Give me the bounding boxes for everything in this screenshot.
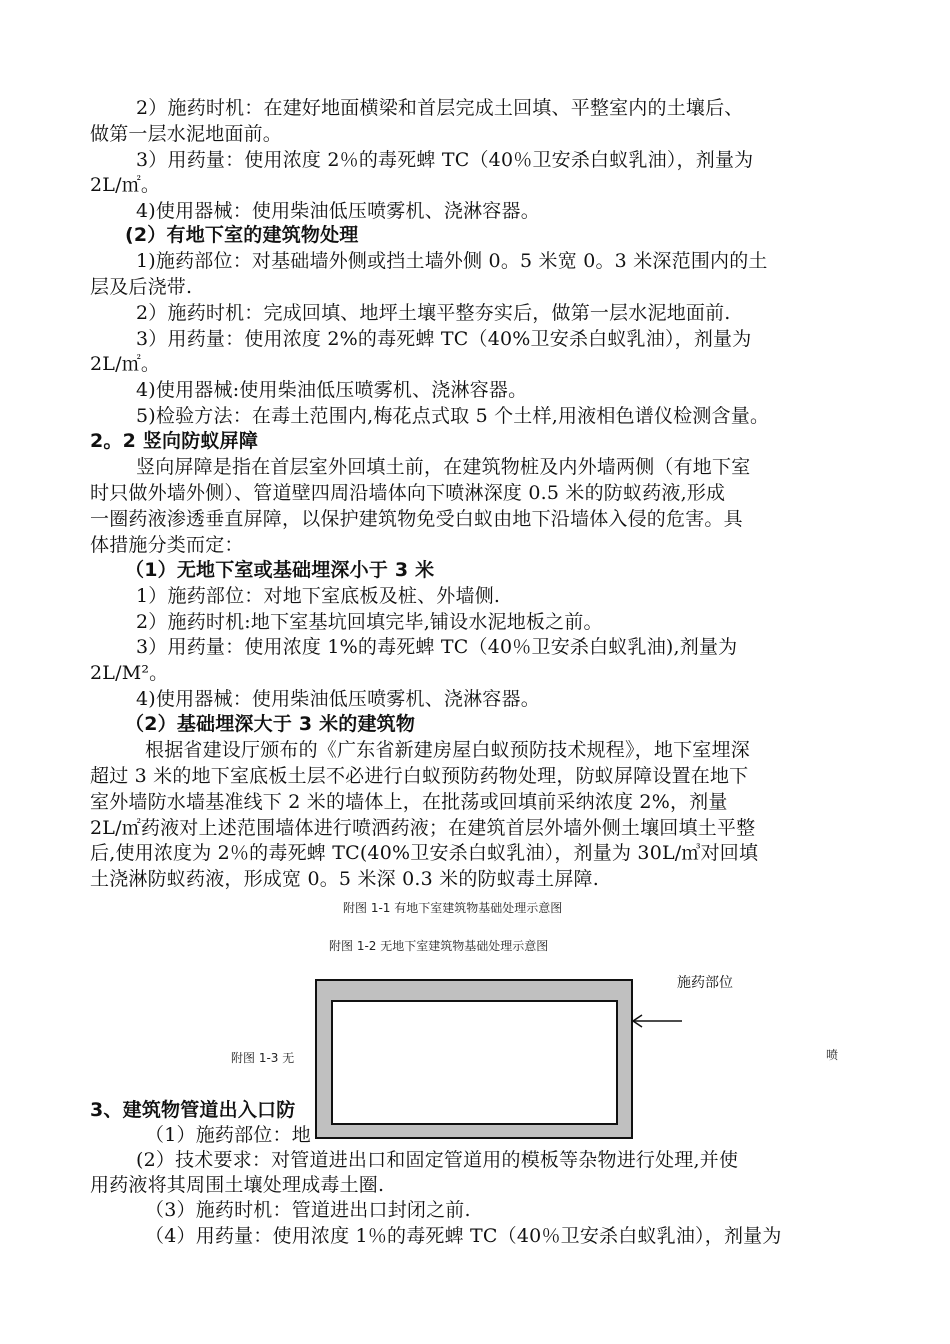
paragraph-line: 4)使用器械：使用柴油低压喷雾机、浇淋容器。	[136, 688, 540, 710]
diagram-side-text: 喷	[826, 1048, 839, 1062]
section-heading: 3、建筑物管道出入口防	[90, 1099, 296, 1121]
paragraph-line: 2）施药时机：在建好地面横梁和首层完成土回填、平整室内的土壤后、	[136, 97, 744, 119]
paragraph-line: 2L/㎡药液对上述范围墙体进行喷洒药液；在建筑首层外墙外侧土壤回填土平整	[90, 817, 756, 839]
paragraph-line: 超过 3 米的地下室底板土层不必进行白蚁预防药物处理，防蚁屏障设置在地下	[90, 765, 749, 787]
paragraph-line: 2）施药时机：完成回填、地坪土壤平整夯实后，做第一层水泥地面前.	[136, 302, 731, 324]
section-heading: (2）有地下室的建筑物处理	[125, 224, 359, 246]
paragraph-line: 一圈药液渗透垂直屏障，以保护建筑物免受白蚁由地下沿墙体入侵的危害。具	[90, 508, 743, 530]
paragraph-line: 层及后浇带.	[90, 276, 193, 298]
paragraph-line: 1）施药部位：对地下室底板及桩、外墙侧.	[136, 585, 501, 607]
paragraph-line: 2L/M²。	[90, 662, 169, 684]
paragraph-line: 用药液将其周围土壤处理成毒土圈.	[90, 1174, 385, 1196]
figure-caption: 附图 1-3 无	[231, 1051, 295, 1065]
section-heading: 2。2 竖向防蚁屏障	[90, 430, 259, 452]
paragraph-line: （1）施药部位：地	[145, 1124, 311, 1146]
paragraph-line: 4)使用器械：使用柴油低压喷雾机、浇淋容器。	[136, 200, 540, 222]
paragraph-line: 竖向屏障是指在首层室外回填土前，在建筑物桩及内外墙两侧（有地下室	[136, 456, 751, 478]
paragraph-line: 体措施分类而定：	[90, 534, 244, 556]
diagram-label: 施药部位	[677, 975, 733, 991]
paragraph-line: 做第一层水泥地面前。	[90, 123, 283, 145]
paragraph-line: 根据省建设厅颁布的《广东省新建房屋白蚁预防技术规程》，地下室埋深	[145, 739, 750, 761]
paragraph-line: 土浇淋防蚁药液，形成宽 0。5 米深 0.3 米的防蚁毒土屏障.	[90, 868, 599, 890]
paragraph-line: 室外墙防水墙基准线下 2 米的墙体上，在批荡或回填前采纳浓度 2%，剂量	[90, 791, 728, 813]
paragraph-line: 2L/㎡。	[90, 353, 161, 375]
section-heading: （1）无地下室或基础埋深小于 3 米	[125, 559, 435, 581]
paragraph-line: (2）技术要求：对管道进出口和固定管道用的模板等杂物进行处理,并使	[136, 1149, 739, 1171]
paragraph-line: 3）用药量：使用浓度 2％的毒死蜱 TC（40％卫安杀白蚁乳油），剂量为	[136, 149, 754, 171]
paragraph-line: 3）用药量：使用浓度 2%的毒死蜱 TC（40%卫安杀白蚁乳油），剂量为	[136, 328, 752, 350]
paragraph-line: 1)施药部位：对基础墙外侧或挡土墙外侧 0。5 米宽 0。3 米深范围内的土	[136, 250, 768, 272]
paragraph-line: 时只做外墙外侧）、管道壁四周沿墙体向下喷淋深度 0.5 米的防蚁药液,形成	[90, 482, 726, 504]
paragraph-line: （3）施药时机：管道进出口封闭之前.	[145, 1199, 471, 1221]
paragraph-line: 2）施药时机:地下室基坑回填完毕,铺设水泥地板之前。	[136, 611, 603, 633]
paragraph-line: 后,使用浓度为 2％的毒死蜱 TC(40%卫安杀白蚁乳油），剂量为 30L/㎥对回填	[90, 842, 759, 864]
paragraph-line: 2L/㎡。	[90, 174, 161, 196]
paragraph-line: 3）用药量：使用浓度 1%的毒死蜱 TC（40％卫安杀白蚁乳油),剂量为	[136, 636, 738, 658]
foundation-diagram-interior	[331, 1000, 618, 1125]
paragraph-line: 4)使用器械:使用柴油低压喷雾机、浇淋容器。	[136, 379, 528, 401]
figure-caption: 附图 1-1 有地下室建筑物基础处理示意图	[343, 901, 563, 915]
figure-caption: 附图 1-2 无地下室建筑物基础处理示意图	[329, 939, 549, 953]
paragraph-line: （4）用药量：使用浓度 1％的毒死蜱 TC（40％卫安杀白蚁乳油），剂量为	[145, 1225, 782, 1247]
arrow-left-icon	[630, 1013, 684, 1029]
paragraph-line: 5)检验方法：在毒土范围内,梅花点式取 5 个土样,用液相色谱仪检测含量。	[136, 405, 770, 427]
section-heading: （2）基础埋深大于 3 米的建筑物	[125, 713, 416, 735]
